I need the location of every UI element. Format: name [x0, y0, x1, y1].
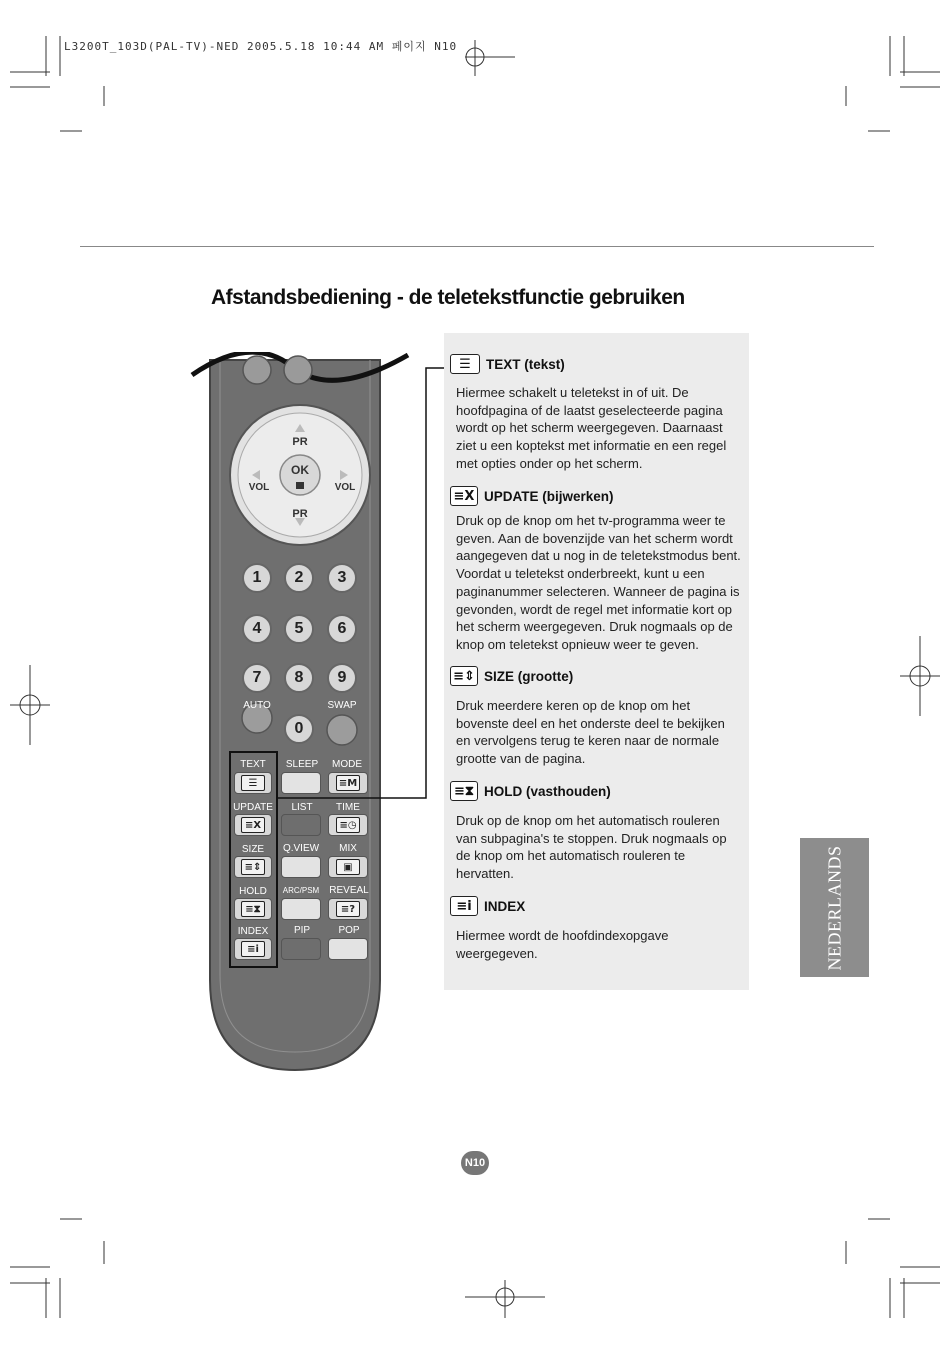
page-title: Afstandsbediening - de teletekstfunctie gebruiken: [211, 286, 685, 309]
list-label: LIST: [291, 802, 313, 813]
mode-label: MODE: [332, 759, 362, 770]
hold-label: HOLD: [239, 886, 267, 897]
pop-button[interactable]: [328, 938, 368, 960]
dpad-up-label: PR: [292, 436, 308, 448]
reveal-label: REVEAL: [329, 885, 369, 896]
hold-button[interactable]: [234, 898, 272, 920]
update-icon: ≡X: [450, 486, 478, 506]
index-section-title: INDEX: [484, 898, 526, 914]
index-section-body: Hiermee wordt de hoofdindexopgave weergegeven.: [456, 928, 669, 961]
size-button-icon: ≡⇕: [241, 859, 265, 875]
num-7-button[interactable]: 7: [242, 663, 272, 693]
pip-label: PIP: [293, 925, 311, 936]
page-number: N10: [461, 1151, 489, 1175]
index-icon: ≡i: [450, 896, 478, 916]
num-2-button[interactable]: 2: [284, 563, 314, 593]
auto-label: AUTO: [243, 700, 271, 711]
arcpsm-label: ARC/PSM: [282, 886, 320, 895]
num-9-button[interactable]: 9: [327, 663, 357, 693]
size-label: SIZE: [241, 844, 265, 855]
num-3-button[interactable]: 3: [327, 563, 357, 593]
hold-icon: ≡⧗: [450, 781, 478, 801]
dpad-down-label: PR: [292, 508, 308, 520]
print-header: L3200T_103D(PAL-TV)-NED 2005.5.18 10:44 AM 페이지 N10: [64, 40, 458, 53]
num-1-button[interactable]: 1: [242, 563, 272, 593]
size-button[interactable]: [234, 856, 272, 878]
pip-button[interactable]: [281, 938, 321, 960]
update-section-heading: [450, 486, 614, 506]
reveal-button-icon: ≡?: [336, 901, 360, 917]
num-8-button[interactable]: 8: [284, 663, 314, 693]
num-4-button[interactable]: 4: [242, 614, 272, 644]
index-button[interactable]: [234, 938, 272, 960]
num-0-button[interactable]: 0: [284, 714, 314, 744]
mix-button-icon: ▣: [336, 859, 360, 875]
num-6-button[interactable]: 6: [327, 614, 357, 644]
time-button-icon: ≡◷: [336, 817, 360, 833]
ok-button-label[interactable]: OK: [291, 463, 309, 477]
num-5-button[interactable]: 5: [284, 614, 314, 644]
text-section-title: TEXT (tekst): [486, 356, 565, 372]
text-section-heading: [450, 354, 565, 374]
hold-section-body: Druk op de knop om het automatisch rouleren van subpagina's te stoppen. Druk nogmaals op de knop om het automatisch rouleren te hervatten.: [456, 813, 727, 882]
update-section-title: UPDATE (bijwerken): [484, 488, 614, 504]
time-label: TIME: [336, 802, 360, 813]
text-section-body: Hiermee schakelt u teletekst in of uit. De hoofdpagina of de laatst geselecteerde pagina wordt op het scherm weergegeven. Daarnaast ziet u een koptekst met informatie en een regel met opties onder op het scherm.: [456, 385, 727, 471]
list-button[interactable]: [281, 814, 321, 836]
hold-button-icon: ≡⧗: [241, 901, 265, 917]
size-section-body: Druk meerdere keren op de knop om het bovenste deel en het onderste deel te bekijken en vervolgens terug te keren naar de normale grootte van de pagina.: [456, 698, 725, 767]
callout-line: [270, 360, 450, 805]
hold-section-heading: [450, 781, 611, 801]
update-button-icon: ≡X: [241, 817, 265, 833]
size-section-title: SIZE (grootte): [484, 668, 574, 684]
language-tab: [800, 838, 869, 977]
text-button-icon: ☰: [241, 775, 265, 791]
time-button[interactable]: [328, 814, 368, 836]
language-tab-label: NEDERLANDS: [824, 845, 844, 970]
index-section-heading: [450, 896, 525, 916]
text-button[interactable]: [234, 772, 272, 794]
dpad-right-label: VOL: [334, 482, 356, 493]
mode-button-icon: ≡M: [336, 775, 360, 791]
index-button-icon: ≡i: [241, 941, 265, 957]
index-label: INDEX: [237, 926, 269, 937]
sleep-label: SLEEP: [285, 759, 319, 770]
update-section-body: Druk op de knop om het tv-programma weer te geven. Aan de bovenzijde van het scherm wordt aangegeven dat u nog in de teletekstmodus bent. Voordat u teletekst onderbreekt, kunt u een paginanummer selecteren. Wanneer de pagina is gevonden, wordt de regel met informatie kort op het scherm weergegeven. Druk nogmaals op de knop om teletekst opnieuw weer te geven.: [456, 513, 741, 652]
header-rule: [80, 246, 874, 247]
update-button[interactable]: [234, 814, 272, 836]
reveal-button[interactable]: [328, 898, 368, 920]
mix-label: MIX: [339, 843, 357, 854]
text-label: TEXT: [240, 759, 266, 770]
hold-section-title: HOLD (vasthouden): [484, 783, 611, 799]
size-section-heading: [450, 666, 573, 686]
size-icon: ≡⇕: [450, 666, 478, 686]
swap-label: SWAP: [327, 700, 357, 711]
update-label: UPDATE: [233, 802, 273, 813]
mix-button[interactable]: [328, 856, 368, 878]
arcpsm-button[interactable]: [281, 898, 321, 920]
pop-label: POP: [338, 925, 360, 936]
text-icon: ☰: [450, 354, 480, 374]
qview-label: Q.VIEW: [282, 843, 320, 854]
qview-button[interactable]: [281, 856, 321, 878]
dpad-left-label: VOL: [248, 482, 270, 493]
